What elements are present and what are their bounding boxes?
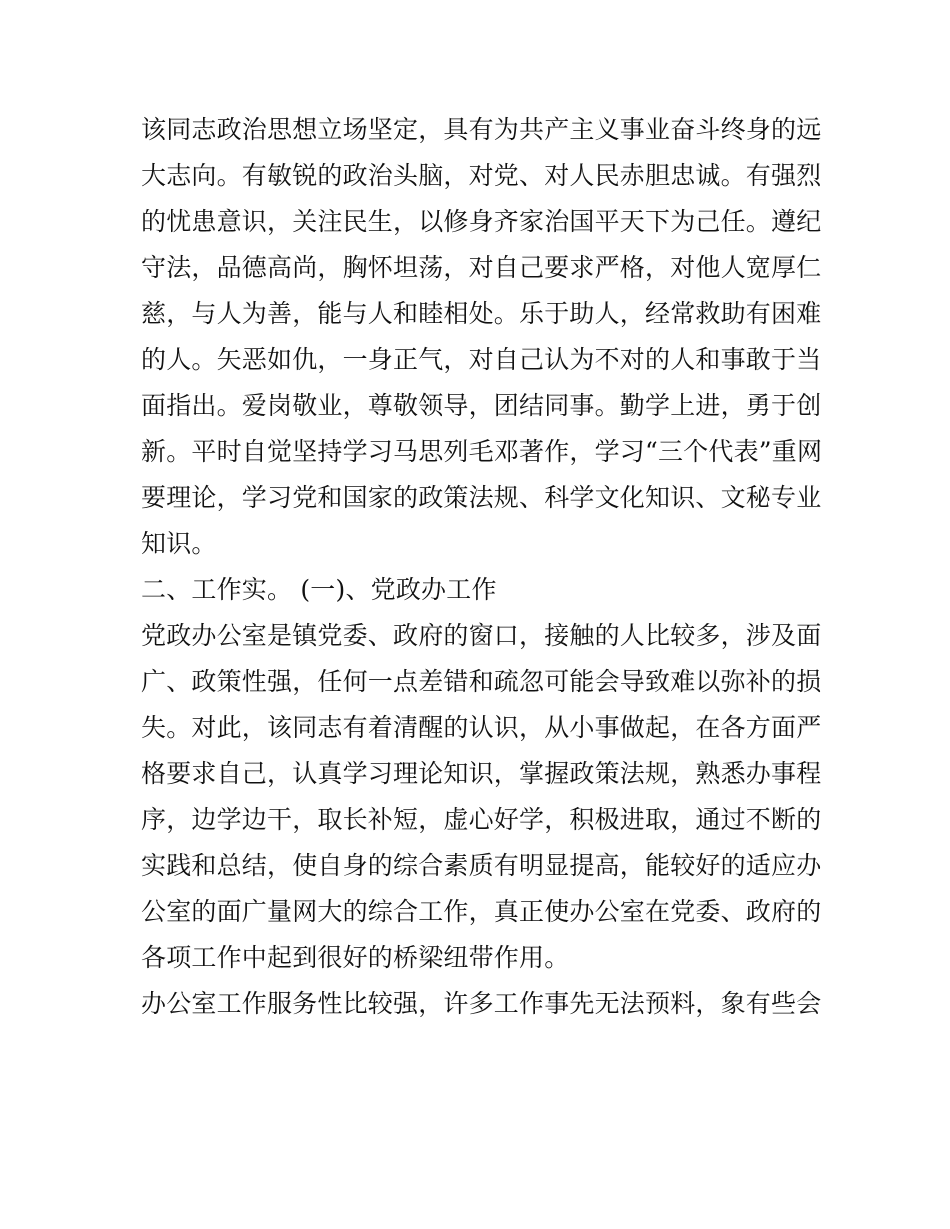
paragraph-party-office <box>141 613 822 981</box>
text-line: 失。对此，该同志有着清醒的认识，从小事做起，在各方面严 <box>141 713 822 742</box>
text-line: 党政办公室是镇党委、政府的窗口，接触的人比较多，涉及面 <box>141 621 822 650</box>
text-line: 公室的面广量网大的综合工作，真正使办公室在党委、政府的 <box>141 897 822 926</box>
text-line: 慈，与人为善，能与人和睦相处。乐于助人，经常救助有困难 <box>141 299 822 328</box>
text-line: 面指出。爱岗敬业，尊敬领导，团结同事。勤学上进，勇于创 <box>141 391 822 420</box>
text-line: 广、政策性强，任何一点差错和疏忽可能会导致难以弥补的损 <box>141 667 822 696</box>
text-line: 守法，品德高尚，胸怀坦荡，对自己要求严格，对他人宽厚仁 <box>141 253 822 282</box>
text-line: 新。平时自觉坚持学习马思列毛邓著作，学习“三个代表”重网 <box>141 437 823 466</box>
text-line: 要理论，学习党和国家的政策法规、科学文化知识、文秘专业 <box>141 483 822 512</box>
text-line: 知识。 <box>141 529 217 558</box>
text-line: 序，边学边干，取长补短，虚心好学，积极进取，通过不断的 <box>141 805 822 834</box>
text-line: 该同志政治思想立场坚定，具有为共产主义事业奋斗终身的远 <box>141 115 822 144</box>
text-line: 办公室工作服务性比较强，许多工作事先无法预料，象有些会 <box>141 989 822 1018</box>
text-line: 的忧患意识，关注民生，以修身齐家治国平天下为己任。遵纪 <box>141 207 822 236</box>
section-heading <box>141 567 811 613</box>
text-line: 各项工作中起到很好的桥梁纽带作用。 <box>141 943 570 972</box>
text-line: 大志向。有敏锐的政治头脑，对党、对人民赤胆忠诚。有强烈 <box>141 161 822 190</box>
text-line: 格要求自己，认真学习理论知识，掌握政策法规，熟悉办事程 <box>141 759 822 788</box>
text-line: 实践和总结，使自身的综合素质有明显提高，能较好的适应办 <box>141 851 822 880</box>
paragraph-political-thought <box>141 107 823 567</box>
paragraph-office-service <box>141 981 822 1027</box>
text-line: 的人。矢恶如仇，一身正气，对自己认为不对的人和事敢于当 <box>141 345 822 374</box>
heading-line: 二、工作实。 (一)、党政办工作 <box>141 575 497 604</box>
document-body <box>141 107 823 1027</box>
